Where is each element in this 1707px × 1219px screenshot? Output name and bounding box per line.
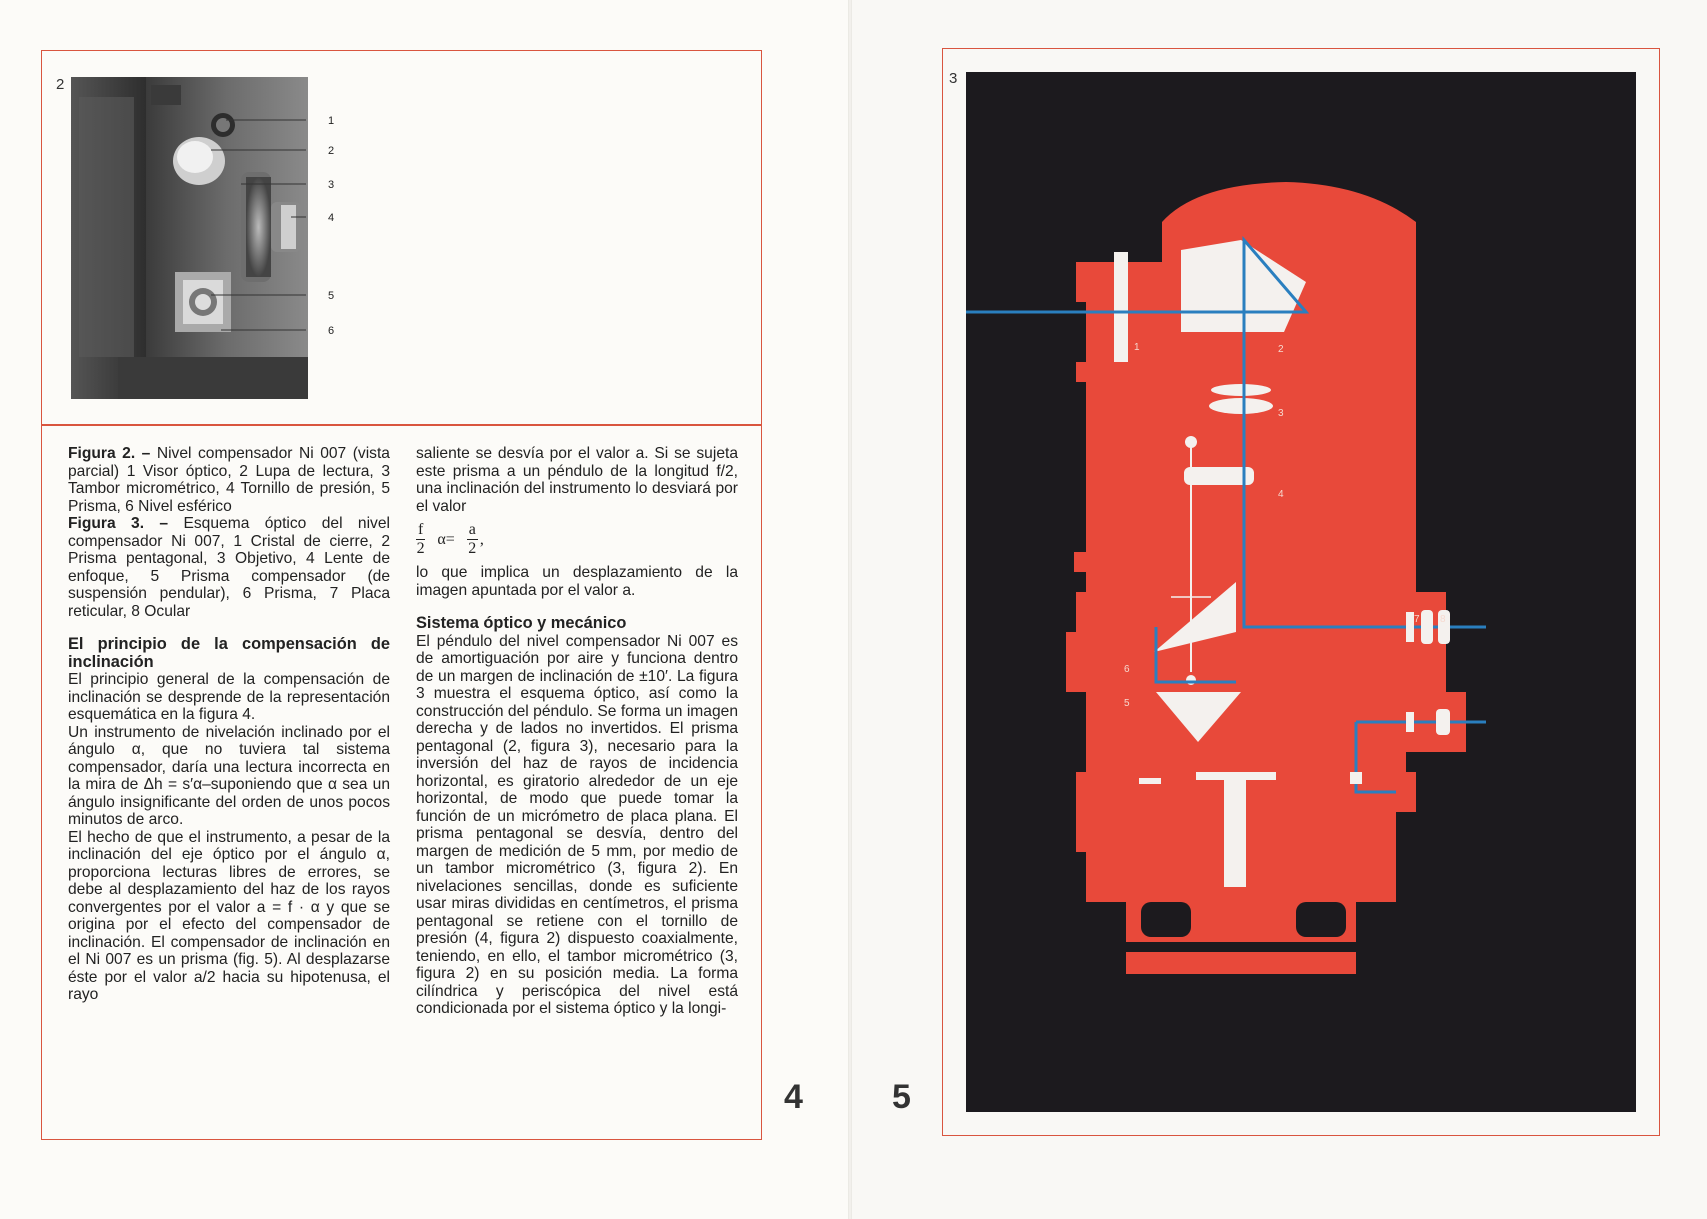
figure-2-photo <box>71 77 392 399</box>
section-heading-optical-system: Sistema óptico y mecánico <box>416 614 627 632</box>
page-number-right: 5 <box>892 1078 911 1116</box>
formula-suffix: , <box>479 530 484 548</box>
diagram-label-1: 1 <box>1134 342 1140 353</box>
diagram-label-8: 8 <box>1440 614 1446 625</box>
paragraph: El principio general de la compensación de inclinación se desprende de la representación esquemática en la figura 4. <box>68 671 390 723</box>
photo-callout-5: 5 <box>328 290 335 302</box>
formula <box>416 521 738 558</box>
paragraph: El péndulo del nivel compensador Ni 007 es de amortiguación por aire y funciona dentro de un margen de inclinación de ±10′. La figura 3 muestra el esquema óptico, así como la construcción del péndulo. Se forma un imagen derecha y de lados no invertidos. El prisma pentagonal (2, figura 3), necesario para la inversión del haz de rayos de incidencia horizontal, es giratorio alrededor de un eje horizontal, de modo que puede tomar la función de un micrómetro de placa plana. El prisma pentagonal se desvía, dentro del margen de medición de 5 mm, por medio de un tambor micrométrico (3, figura 2). En nivelaciones sencillas, donde es suficiente usar miras divididas en centímetros, el prisma pentagonal se retiene con el tornillo de presión (4, figura 2) dispuesto coaxialmente, teniendo, en ello, el tambor micrométrico (3, figura 2) en su posición media. La forma cilíndrica y periscópica del nivel está condicionada por el sistema óptico y la longi- <box>416 632 738 1017</box>
photo-callout-3: 3 <box>328 179 335 191</box>
left-page-divider <box>41 424 762 426</box>
diagram-label-5: 5 <box>1124 698 1130 709</box>
section-heading-compensation: El principio de la compensación de inclinación <box>68 635 390 671</box>
fraction-f-over-2: $\frac{f}{2}$ <box>416 521 425 557</box>
figure-3-caption: Esquema óptico del nivel compensador Ni 007, 1 Cristal de cierre, 2 Prisma pentagonal, 3 Objetivo, 4 Lente de enfoque, 5 Prisma compensador (de suspensión pendular), 6 Prisma, 7 Placa reticular, 8 Ocular <box>68 515 390 620</box>
paragraph: El hecho de que el instrumento, a pesar de la inclinación del eje óptico por el ángulo α, proporciona lecturas libres de errores, se debe al desplazamiento del haz de los rayos convergentes por el valor a = f · α y que se origina por el efecto del compensador de inclinación. El compensador de inclinación en el Ni 007 es un prisma (fig. 5). Al desplazarse éste por el valor a/2 hacia su hipotenusa, el rayo <box>68 828 390 1003</box>
closing-glass <box>1114 252 1128 362</box>
diagram-label-3: 3 <box>1278 408 1284 419</box>
photo-callout-6: 6 <box>328 325 335 337</box>
photo-callout-1: 1 <box>328 115 335 127</box>
diagram-label-6: 6 <box>1124 664 1130 675</box>
book-gutter <box>848 0 852 1219</box>
paragraph: saliente se desvía por el valor a. Si se sujeta este prisma a un péndulo de la longitud f/2, una inclinación del instrumento lo desviará por el valor <box>416 445 738 515</box>
page-number-left: 4 <box>784 1078 803 1116</box>
text-column-2 <box>416 445 738 1018</box>
diagram-label-2: 2 <box>1278 344 1284 355</box>
diagram-label-4: 4 <box>1278 489 1284 500</box>
figure-2-caption: Nivel compensador Ni 007 (vista parcial) 1 Visor óptico, 2 Lupa de lectura, 3 Tambor micrométrico, 4 Tornillo de presión, 5 Prisma, 6 Nivel esférico <box>68 445 390 515</box>
objective-lens <box>1211 384 1271 396</box>
paragraph: lo que implica un desplazamiento de la imagen apuntada por el valor a. <box>416 564 738 599</box>
paragraph: Un instrumento de nivelación inclinado por el ángulo α, que no tuviera tal sistema compensador, daría una lectura incorrecta en la mira de Δh = s′α–suponiendo que α sea un ángulo insignificante del orden de unos pocos minutos de arco. <box>68 723 390 828</box>
text-column-1 <box>68 445 390 1004</box>
fraction-a-over-2: $\frac{a}{2}$ <box>468 521 477 557</box>
photo-callout-4: 4 <box>328 212 335 224</box>
figure-2-caption-label: Figura 2. – <box>68 445 151 462</box>
figure-3-optical-diagram <box>966 72 1636 1112</box>
photo-callout-2: 2 <box>328 145 335 157</box>
diagram-label-7: 7 <box>1414 614 1420 625</box>
figure-3-caption-label: Figura 3. – <box>68 515 169 532</box>
figure-2-number: 2 <box>56 76 65 93</box>
formula-alpha: α= <box>437 530 455 548</box>
figure-3-number: 3 <box>949 70 958 87</box>
pendulum-stem <box>1224 772 1246 887</box>
